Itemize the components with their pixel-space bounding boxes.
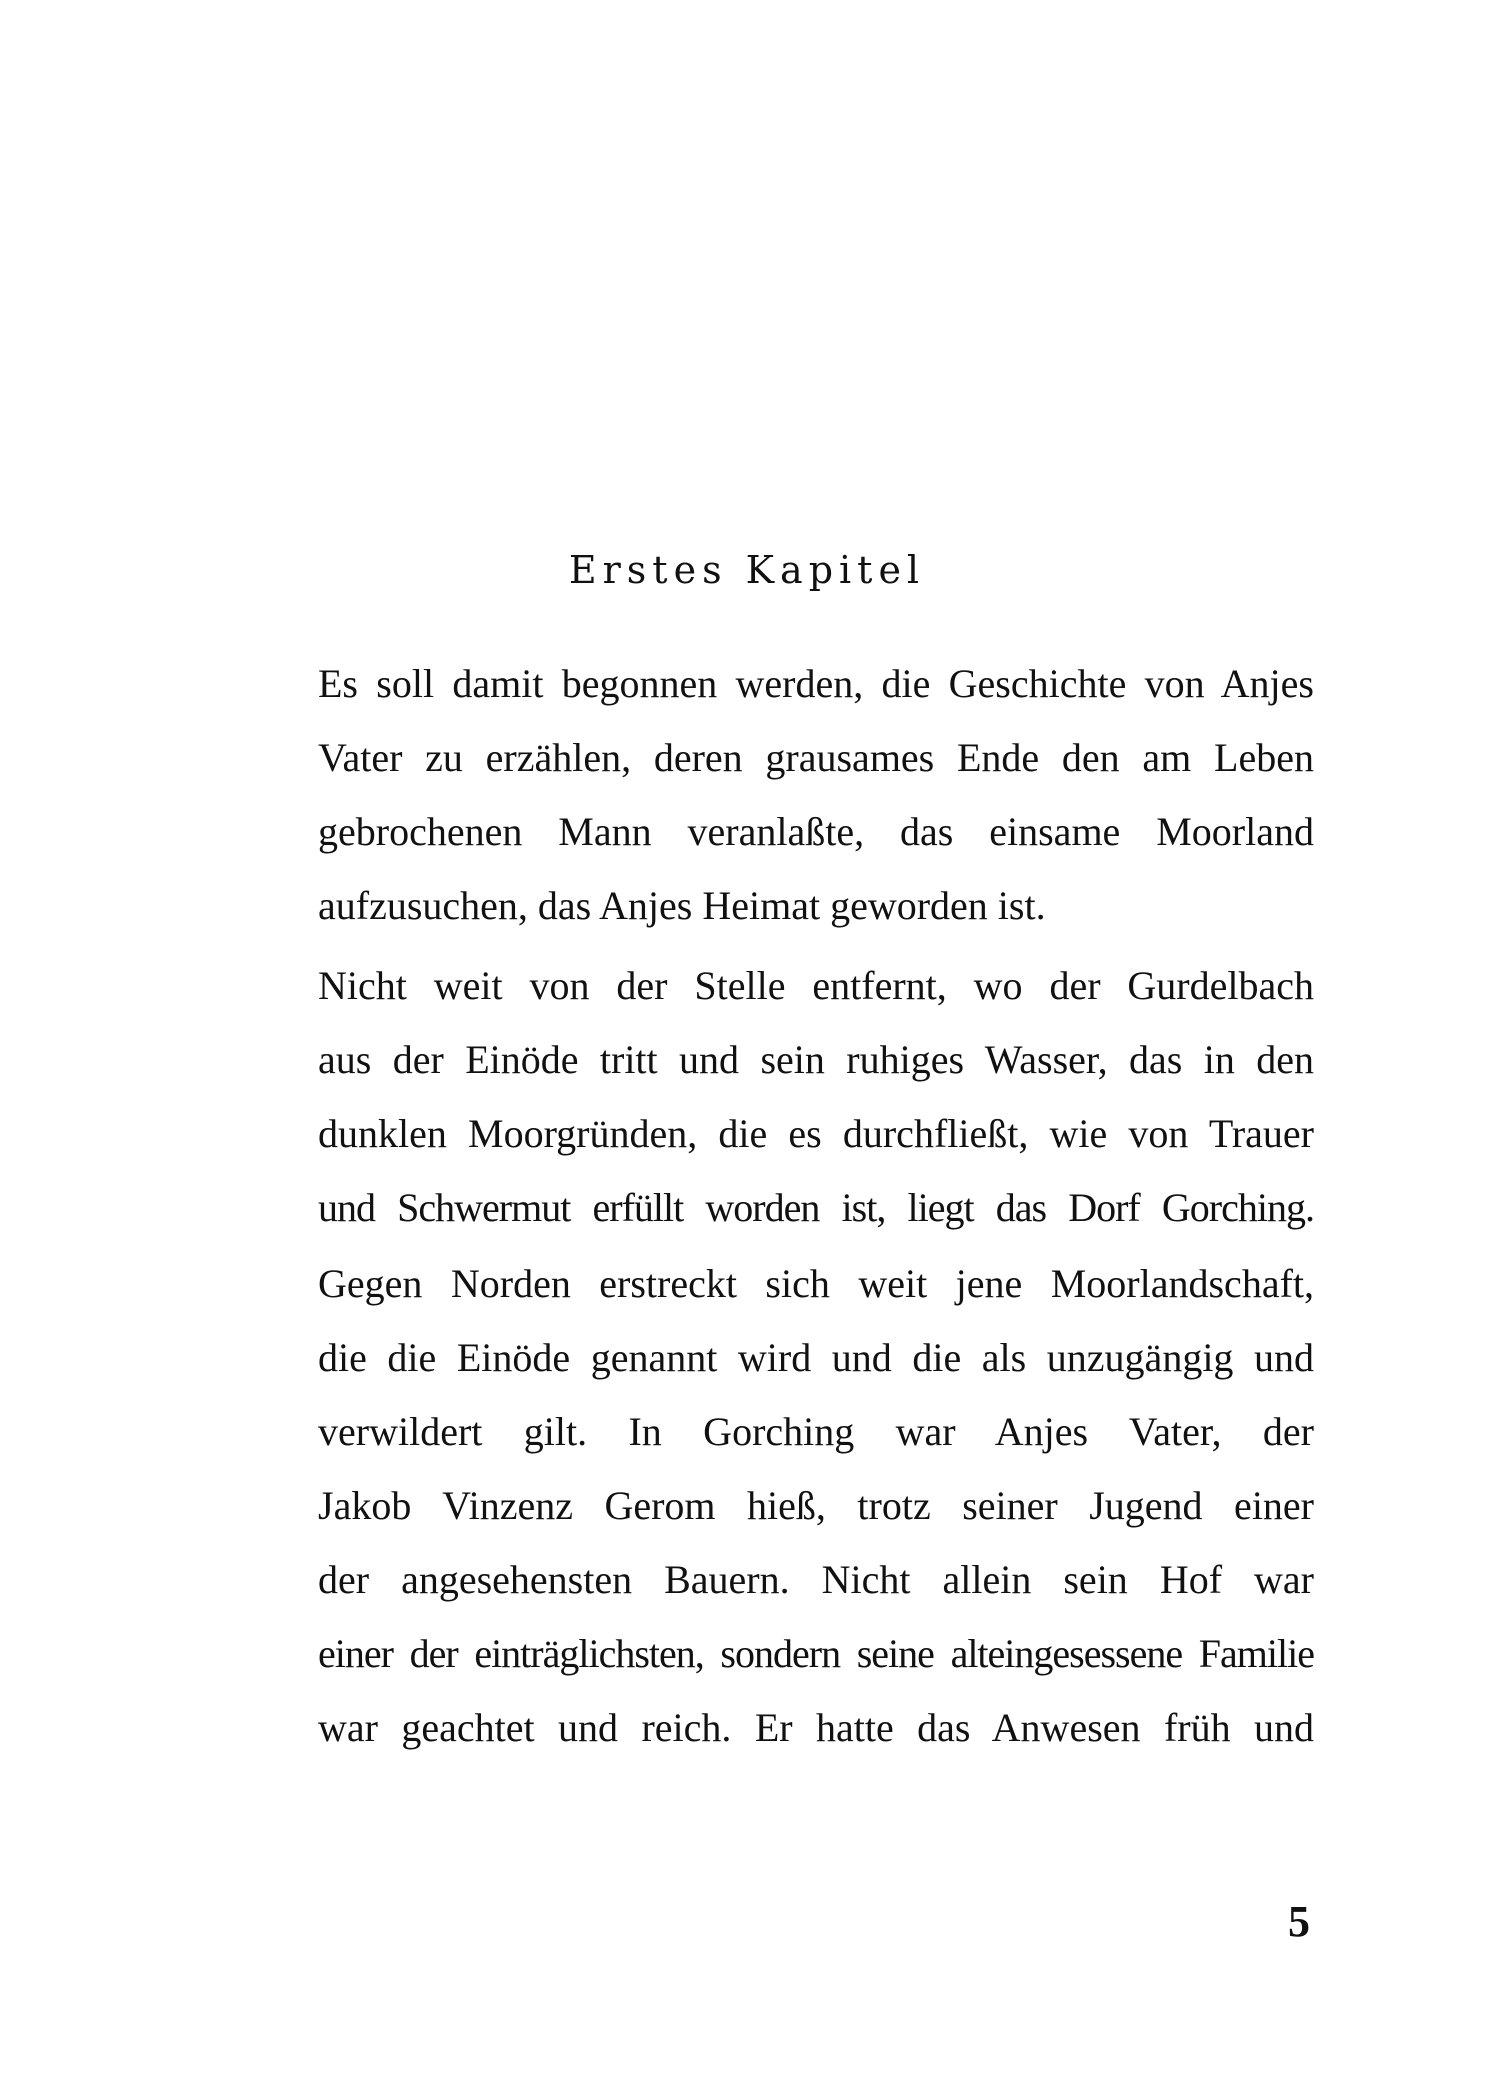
chapter-title: Erstes Kapitel	[568, 548, 926, 592]
text-line: aufzusuchen, das Anjes Heimat geworden ist.	[318, 883, 1046, 928]
text-line: einer der einträglichsten, sondern seine alteingesessene Familie	[318, 1631, 1314, 1676]
text-line: Vater zu erzählen, deren grausames Ende den am Leben	[318, 735, 1314, 780]
text-line: gebrochenen Mann veranlaßte, das einsame Moorland	[318, 809, 1314, 854]
text-line: die die Einöde genannt wird und die als unzugängig und	[318, 1335, 1314, 1380]
text-line: aus der Einöde tritt und sein ruhiges Wasser, das in den	[318, 1037, 1314, 1082]
text-line: war geachtet und reich. Er hatte das Anwesen früh und	[318, 1705, 1314, 1750]
text-line: und Schwermut erfüllt worden ist, liegt das Dorf Gorching.	[318, 1185, 1314, 1230]
text-line: Jakob Vinzenz Gerom hieß, trotz seiner Jugend einer	[318, 1483, 1314, 1528]
text-line: der angesehensten Bauern. Nicht allein sein Hof war	[318, 1557, 1314, 1602]
page-number: 5	[1288, 1897, 1310, 1946]
text-line: dunklen Moorgründen, die es durchfließt, wie von Trauer	[318, 1111, 1314, 1156]
text-line: Gegen Norden erstreckt sich weit jene Moorlandschaft,	[318, 1261, 1314, 1306]
text-line: Es soll damit begonnen werden, die Geschichte von Anjes	[318, 661, 1314, 706]
text-line: Nicht weit von der Stelle entfernt, wo der Gurdelbach	[318, 963, 1314, 1008]
text-line: verwildert gilt. In Gorching war Anjes Vater, der	[318, 1409, 1314, 1454]
